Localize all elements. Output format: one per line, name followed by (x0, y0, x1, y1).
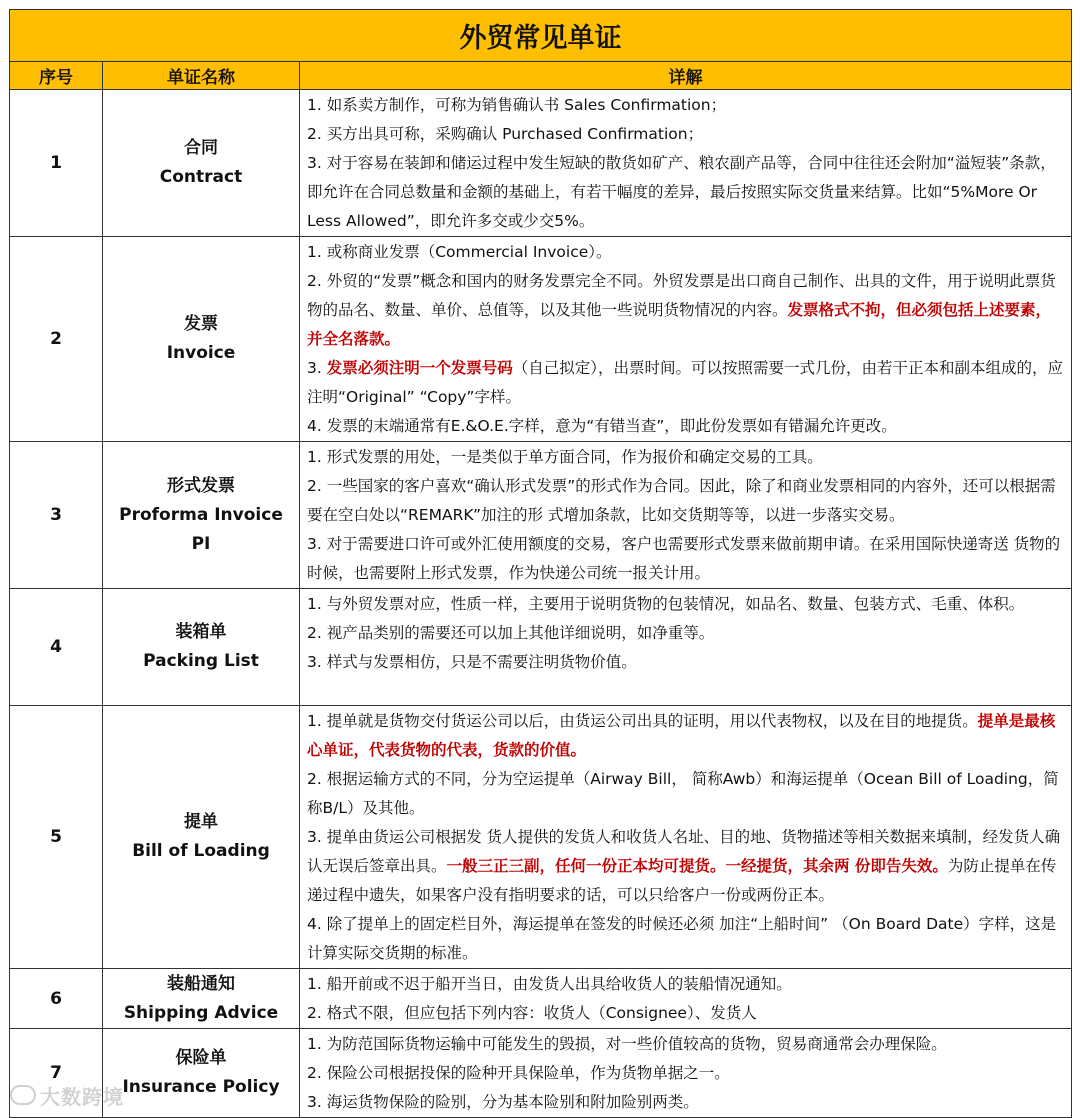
detail-text: （自己拟定），出票时间。可以按照需要一式几份，由若干正本和副本组成的，应注明“Original” “Copy”字样。 (307, 359, 1063, 406)
detail-line (307, 1059, 1065, 1088)
detail-emphasis: 一般三正三副，任何一份正本均可提货。一经提货，其余两 份即告失效。 (446, 857, 948, 875)
detail-line (307, 412, 1065, 441)
detail-line (307, 238, 1065, 267)
detail-text: 为防止提单在传递过程中遗失，如果客户没有指明要求的话，可以只给客户一份或两份正本。 (307, 857, 1057, 904)
detail-text: 1. 为防范国际货物运输中可能发生的毁损，对一些价值较高的货物，贸易商通常会办理保险。 (307, 1035, 947, 1053)
row-number: 7 (10, 1029, 103, 1118)
detail-emphasis: 发票格式不拘，但必须包括上述要素，并全名落款。 (307, 301, 1052, 348)
detail-line (307, 590, 1065, 619)
table-row (10, 706, 1072, 969)
row-number: 5 (10, 706, 103, 969)
document-detail (300, 589, 1072, 706)
detail-text: 1. 或称商业发票（Commercial Invoice）。 (307, 243, 612, 261)
document-name-en: Invoice (166, 343, 236, 363)
document-name-cn: 形式发票 (167, 475, 235, 496)
document-name-en: Contract (159, 167, 243, 187)
header-row (10, 62, 1072, 90)
row-number: 4 (10, 589, 103, 706)
detail-text: 1. 与外贸发票对应，性质一样，主要用于说明货物的包装情况，如品名、数量、包装方式、毛重、体积。 (307, 595, 1025, 613)
detail-text: 4. 除了提单上的固定栏目外，海运提单在签发的时候还必须 加注“上船时间” （On Board Date）字样，这是计算实际交货期的标准。 (307, 915, 1057, 962)
table-row (10, 442, 1072, 589)
document-name-cn: 装船通知 (167, 973, 235, 994)
document-name (103, 237, 300, 442)
header-name: 单证名称 (103, 62, 300, 90)
detail-text: 2. 买方出具可称，采购确认 Purchased Confirmation； (307, 125, 704, 143)
detail-line (307, 149, 1065, 236)
document-name-cn: 发票 (184, 314, 218, 334)
detail-text: 2. 保险公司根据投保的险种开具保险单，作为货物单据之一。 (307, 1064, 730, 1082)
document-name-en: Proforma Invoice (119, 504, 283, 525)
detail-line (307, 120, 1065, 149)
detail-line (307, 999, 1065, 1028)
table-row (10, 969, 1072, 1029)
document-name (103, 706, 300, 969)
detail-text: 3. (307, 359, 327, 377)
detail-line (307, 443, 1065, 472)
watermark-logo-icon (10, 1085, 36, 1105)
document-detail (300, 442, 1072, 589)
document-name (103, 90, 300, 237)
row-number: 6 (10, 969, 103, 1029)
detail-line (307, 530, 1065, 588)
detail-line (307, 472, 1065, 530)
title-row (10, 10, 1072, 62)
table-row (10, 90, 1072, 237)
document-detail (300, 90, 1072, 237)
document-name-en: Insurance Policy (122, 1077, 280, 1097)
detail-text: 4. 发票的末端通常有E.&O.E.字样，意为“有错当查”，即此份发票如有错漏允许更改。 (307, 417, 897, 435)
header-num: 序号 (10, 62, 103, 90)
document-detail (300, 706, 1072, 969)
detail-line (307, 619, 1065, 648)
detail-text: 3. 提单由货运公司根据发 货人提供的发货人和收货人名址、目的地、货物描述等相关数据来填制，经发货人确认无误后签章出具。 (307, 828, 1061, 875)
detail-text: 2. 外贸的“发票”概念和国内的财务发票完全不同。外贸发票是出口商自己制作、出具的文件，用于说明此票货物的品名、数量、单价、总值等，以及其他一些说明货物情况的内容。 (307, 272, 1056, 319)
row-number: 2 (10, 237, 103, 442)
detail-line (307, 267, 1065, 354)
document-name (103, 969, 300, 1029)
detail-line (307, 765, 1065, 823)
document-name-en: Shipping Advice (123, 1002, 279, 1023)
detail-text: 1. 形式发票的用处，一是类似于单方面合同，作为报价和确定交易的工具。 (307, 448, 823, 466)
document-detail (300, 969, 1072, 1029)
document-name-cn: 合同 (184, 138, 218, 158)
detail-text: 1. 提单就是货物交付货运公司以后，由货运公司出具的证明，用以代表物权，以及在目的地提货。 (307, 712, 978, 730)
detail-line (307, 648, 1065, 677)
detail-text: 3. 海运货物保险的险别，分为基本险别和附加险别两类。 (307, 1093, 699, 1111)
detail-line (307, 91, 1065, 120)
document-name-cn: 提单 (184, 812, 218, 832)
detail-line (307, 707, 1065, 765)
document-name-cn: 保险单 (175, 1048, 227, 1068)
detail-text: 1. 如系卖方制作，可称为销售确认书 Sales Confirmation； (307, 96, 727, 114)
detail-line (307, 970, 1065, 999)
row-number: 1 (10, 90, 103, 237)
detail-line (307, 823, 1065, 910)
documents-table (9, 9, 1072, 1118)
table-title: 外贸常见单证 (10, 10, 1072, 62)
document-name-cn: 装箱单 (175, 622, 227, 642)
document-detail (300, 1029, 1072, 1118)
table-row (10, 237, 1072, 442)
detail-text: 3. 对于需要进口许可或外汇使用额度的交易，客户也需要形式发票来做前期申请。在采用国际快递寄送 货物的时候，也需要附上形式发票，作为快递公司统一报关计用。 (307, 535, 1061, 582)
header-detail: 详解 (300, 62, 1072, 90)
detail-line (307, 354, 1065, 412)
document-name (103, 589, 300, 706)
document-name-en: Packing List (143, 651, 259, 671)
detail-text: 2. 根据运输方式的不同，分为空运提单（Airway Bill， 简称Awb）和海运提单（Ocean Bill of Loading，简称B/L）及其他。 (307, 770, 1059, 817)
detail-text: 2. 一些国家的客户喜欢“确认形式发票”的形式作为合同。因此，除了和商业发票相同的内容外，还可以根据需要在空白处以“REMARK”加注的形 式增加条款，比如交货期等等，以进一步落实交易。 (307, 477, 1056, 524)
detail-emphasis: 提单是最核心单证，代表货物的代表，货款的价值。 (307, 712, 1056, 759)
watermark (10, 1081, 124, 1110)
document-name (103, 442, 300, 589)
detail-line (307, 1030, 1065, 1059)
watermark-text: 大数跨境 (40, 1085, 124, 1109)
document-name-en: Bill of Loading (132, 841, 270, 861)
document-name-abbr: PI (191, 533, 211, 554)
detail-emphasis: 发票必须注明一个发票号码 (326, 359, 513, 377)
detail-text: 3. 对于容易在装卸和储运过程中发生短缺的散货如矿产、粮农副产品等，合同中往往还会附加“溢短装”条款，即允许在合同总数量和金额的基础上，有若干幅度的差异，最后按照实际交货量来结算。比如“5%More Or Less Allowed”，即允许多交或少交5%。 (307, 154, 1056, 230)
detail-text: 1. 船开前或不迟于船开当日，由发货人出具给收货人的装船情况通知。 (307, 975, 792, 993)
table-row (10, 589, 1072, 706)
row-number: 3 (10, 442, 103, 589)
detail-text: 2. 格式不限，但应包括下列内容：收货人（Consignee）、发货人 (307, 1004, 757, 1022)
document-detail (300, 237, 1072, 442)
detail-text: 2. 视产品类别的需要还可以加上其他详细说明，如净重等。 (307, 624, 715, 642)
document-name (103, 1029, 300, 1118)
detail-text: 3. 样式与发票相仿，只是不需要注明货物价值。 (307, 653, 637, 671)
detail-line (307, 1088, 1065, 1117)
table-row (10, 1029, 1072, 1118)
detail-line (307, 910, 1065, 968)
